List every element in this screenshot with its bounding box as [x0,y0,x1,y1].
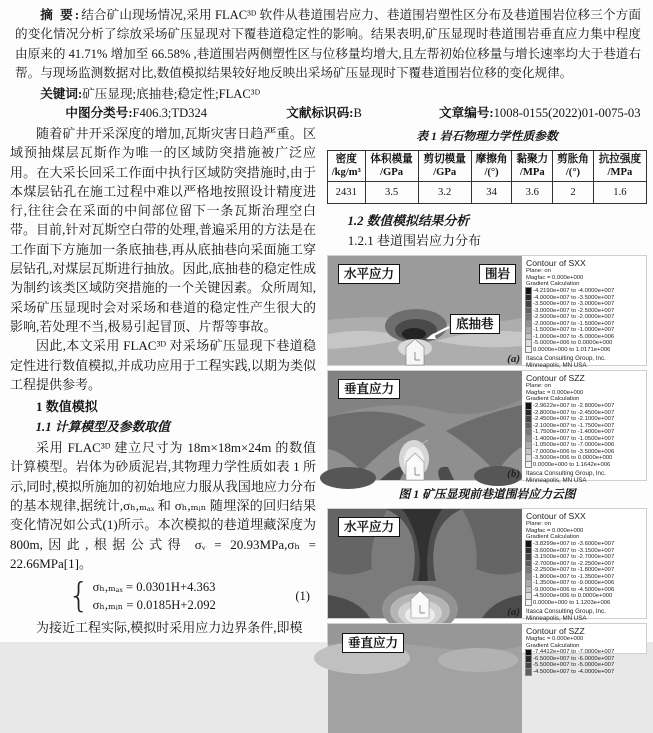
legend-band: -3.5000e+006 to 0.0000e+000 [526,455,646,462]
legend-band: -1.3500e+007 to -9.0000e+006 [526,580,646,587]
paper-front-matter [15,6,641,123]
table1-header-dilation-angle: 剪胀角 /(°) [553,151,594,182]
legend-swatch [526,423,531,428]
table1-rock-properties [327,150,647,204]
abstract-text: 结合矿山现场情况,采用 FLAC³ᴰ 软件从巷道围岩应力、巷道围岩塑性区分布及巷道围岩位移三个方面的变化情况分析了综放采场矿压显现对下覆巷道稳定性的影响。结果表明,矿压显现时巷道围岩垂直应力集中程度由原来的 41.71% 增加至 66.58% ,巷道围岩两侧塑性区与位移量均增大,且左帮初始位移量与增长速率均大于巷道右帮。与现场监测数据对比,数值模拟结果较好地反映出采场矿压显现时下覆巷道围岩位移的变化规律。 [15,8,641,81]
table1-header-friction-angle: 摩擦角 /(°) [471,151,512,182]
section-heading-1-2-1: 1.2.1 巷道围岩应力分布 [347,233,482,248]
body-columns [10,124,647,675]
fig2-panel-b [327,623,647,675]
paragraph-boundary: 为接近工程实际,模拟时采用应力边界条件,即模 [36,620,303,636]
legend-band: -6.5000e+007 to -6.0000e+007 [526,656,646,663]
equation-line-1: σₕ,ₘₐₓ = 0.0301H+4.363 [92,580,216,595]
right-column [327,124,647,675]
legend-band: -3.6000e+007 to -3.1500e+007 [526,547,646,554]
fig2b-label-vertical-stress: 垂直应力 [342,633,404,653]
legend-band: -9.0000e+006 to -4.5000e+006 [526,586,646,593]
fig2b-legend-sub: Magfac = 0.000e+000 Gradient Calculation [526,636,584,649]
legend-swatch [526,561,531,566]
fig1a-legend-sub: Plane: on Magfac = 0.000e+000 Gradient Calculation [526,268,584,288]
fig1a-legend-title: Contour of SXX [526,258,586,268]
fig2a-label-horizontal-stress: 水平应力 [338,517,400,537]
table1-cell-cohesion: 3.6 [512,182,553,204]
table1-header-row [328,151,647,182]
fig2b-contour-image [328,624,522,733]
fig1-panel-a [327,255,647,370]
legend-swatch [526,436,531,441]
legend-band: -2.0000e+007 to -1.5000e+007 [526,320,646,327]
fig2a-legend [522,509,646,623]
legend-swatch [526,593,531,598]
legend-swatch [526,541,531,546]
fig1a-contour-image [328,256,522,365]
fig1b-legend-footer: Itasca Consulting Group, Inc. Minneapolis, MN USA [526,470,606,485]
legend-band: -1.5000e+007 to -1.0000e+007 [526,327,646,334]
fig2a-legend-title: Contour of SXX [526,511,586,521]
legend-band: 0.0000e+000 to 1.1642e+006 [526,461,646,468]
legend-band: -4.5000e+007 to -4.0000e+007 [526,669,646,676]
paragraph-intro: 随着矿井开采深度的增加,瓦斯灾害日趋严重。区域预抽煤层瓦斯作为唯一的区域防突措施被广泛应用。在大采长回采工作面中执行区域防突措施时,由于本煤层钻孔在施工过程中难以严格地按照设计精度进行,往往会在采面的中间部位留下一条瓦斯治理空白带。目前,针对瓦斯空白带的处理,普遍采用的方法是在工作面下方施加一条底抽巷,再从底抽巷向采面施工穿层钻孔,对煤层瓦斯进行抽放。因此,底抽巷的稳定性成为制约该类区域防突措施的一个关键因素。众所周知,采场矿压显现时会对采场和巷道的稳定性产生很大的影响,若处理不当,极易引起冒顶、片帮等事故。 [10,126,316,334]
legend-band: -2.8000e+007 to -2.4500e+007 [526,409,646,416]
legend-band: -3.1500e+007 to -2.7000e+007 [526,554,646,561]
legend-swatch [526,650,531,655]
fig1a-panel-letter: (a) [507,353,520,365]
meta-line [15,104,641,123]
fig2-panel-a [327,508,647,623]
equation-line-2: σₕ,ₘᵢₙ = 0.0185H+2.092 [92,598,216,613]
legend-swatch [526,321,531,326]
legend-band: -1.0000e+007 to -5.0000e+006 [526,333,646,340]
legend-band: -1.4000e+007 to -1.0500e+007 [526,435,646,442]
fig2b-legend [522,624,646,675]
legend-swatch [526,554,531,559]
table1-cell-bulk-modulus: 3.5 [365,182,418,204]
fig1b-panel-letter: (b) [507,468,520,480]
table1-header-bulk-modulus: 体积模量 /GPa [365,151,418,182]
legend-swatch [526,656,531,661]
legend-swatch [526,567,531,572]
paragraph-model: 采用 FLAC³ᴰ 建立尺寸为 18m×18m×24m 的数值计算模型。岩体为砂质泥岩,其物理力学性质如表 1 所示,同时,模拟所施加的初始地应力服从我国地应力分布的基本规律,据统计,σₕ,ₘₐₓ 和 σₕ,ₘᵢₙ 随埋深的回归结果变化情况如公式(1)所示。本次模拟的巷道埋藏深度为800m,因此,根据公式得 σᵥ = 20.93MPa,σₕ = 22.66MPa[1]。 [10,440,316,571]
keywords-label: 关键词: [40,86,83,101]
legend-swatch [526,462,531,467]
table1-header-density: 密度 /kg/m³ [328,151,366,182]
legend-band: -3.0000e+007 to -2.5000e+007 [526,307,646,314]
table1-cell-friction-angle: 34 [471,182,512,204]
legend-swatch [526,308,531,313]
left-column [10,124,316,654]
fig1a-label-surrounding-rock: 围岩 [479,264,516,284]
legend-swatch [526,416,531,421]
section-heading-1-1: 1.1 计算模型及参数取值 [35,420,170,435]
equation-brace: { [68,576,90,617]
fig1b-legend [522,371,646,485]
legend-band: 0.0000e+000 to 1.1203e+006 [526,599,646,606]
legend-band: -2.4500e+007 to -2.1000e+007 [526,416,646,423]
abstract-paragraph [15,6,641,84]
legend-band: 0.0000e+000 to 1.0171e+006 [526,346,646,353]
table1-cell-shear-modulus: 3.2 [418,182,471,204]
table1-header-cohesion: 黏聚力 /MPa [512,151,553,182]
legend-band: -7.4412e+007 to -7.0000e+007 [526,649,646,656]
legend-swatch [526,449,531,454]
fig1a-legend [522,256,646,370]
legend-swatch [526,403,531,408]
table1-cell-dilation-angle: 2 [553,182,594,204]
paragraph-purpose: 因此,本文采用 FLAC³ᴰ 对采场矿压显现下巷道稳定性进行数值模拟,并成功应用于工程实践,以期为类似工程提供参考。 [10,338,316,392]
fig1b-legend-title: Contour of SZZ [526,373,585,383]
legend-band: -3.8299e+007 to -3.6000e+007 [526,541,646,548]
equation-lines [93,578,216,614]
legend-swatch [526,574,531,579]
legend-swatch [526,334,531,339]
article-id: 文章编号:1008-0155(2022)01-0075-03 [439,105,641,120]
legend-band: -5.0000e+006 to 0.0000e+000 [526,340,646,347]
legend-swatch [526,340,531,345]
legend-band: -4.2190e+007 to -4.0000e+007 [526,288,646,295]
legend-band: -2.9622e+007 to -2.8000e+007 [526,403,646,410]
fig1a-label-horizontal-stress: 水平应力 [338,264,400,284]
fig1a-label-bottom-drainage-roadway: 底抽巷 [450,314,500,334]
legend-swatch [526,410,531,415]
equation-1 [10,576,316,616]
legend-band: -2.5000e+007 to -2.0000e+007 [526,314,646,321]
legend-swatch [526,442,531,447]
legend-swatch [526,600,531,605]
legend-band: -2.2500e+007 to -1.8000e+007 [526,567,646,574]
fig2b-legend-title: Contour of SZZ [526,626,585,636]
legend-band: -4.0000e+007 to -3.5000e+007 [526,294,646,301]
legend-swatch [526,669,531,674]
legend-swatch [526,347,531,352]
keywords-text: 矿压显现;底抽巷;稳定性;FLAC³ᴰ [82,86,260,101]
fig2a-panel-letter: (a) [507,606,520,618]
table1-data-row [328,182,647,204]
legend-swatch [526,548,531,553]
table1-header-tensile-strength: 抗拉强度 /MPa [593,151,646,182]
legend-band: -7.0000e+006 to -3.5000e+006 [526,448,646,455]
fig1a-legend-footer: Itasca Consulting Group, Inc. Minneapolis, MN USA [526,355,606,370]
legend-swatch [526,314,531,319]
legend-band: -5.5000e+007 to -5.0000e+007 [526,662,646,669]
legend-band: -3.5000e+007 to -3.0000e+007 [526,301,646,308]
legend-swatch [526,580,531,585]
legend-band: -4.5000e+006 to 0.0000e+000 [526,593,646,600]
clc-number: 中图分类号:F406.3;TD324 [65,105,208,120]
legend-band: -1.0500e+007 to -7.0000e+006 [526,442,646,449]
table1-title: 表 1 岩石物理力学性质参数 [416,129,558,143]
fig1b-contour-image [328,371,522,480]
section-heading-1: 1 数值模拟 [36,399,98,415]
keywords-line [15,85,641,104]
fig1b-label-vertical-stress: 垂直应力 [338,379,400,399]
legend-swatch [526,663,531,668]
legend-swatch [526,327,531,332]
equation-number: (1) [295,588,310,603]
legend-swatch [526,587,531,592]
table1-cell-density: 2431 [328,182,366,204]
document-code: 文献标识码:B [286,105,362,120]
legend-band: -2.7000e+007 to -2.2500e+007 [526,560,646,567]
legend-swatch [526,295,531,300]
fig1b-legend-sub: Plane: on Magfac = 0.000e+000 Gradient Calculation [526,383,584,403]
legend-swatch [526,429,531,434]
section-heading-1-2: 1.2 数值模拟结果分析 [347,214,470,228]
legend-band: -2.1000e+007 to -1.7500e+007 [526,422,646,429]
abstract-label: 摘 要: [40,8,82,22]
table1-header-shear-modulus: 剪切模量 /GPa [418,151,471,182]
table1-cell-tensile-strength: 1.6 [593,182,646,204]
legend-band: -1.8000e+007 to -1.3500e+007 [526,573,646,580]
legend-swatch [526,455,531,460]
fig2a-legend-footer: Itasca Consulting Group, Inc. Minneapolis, MN USA [526,608,606,623]
fig2a-legend-sub: Plane: on Magfac = 0.000e+000 Gradient Calculation [526,521,584,541]
fig2a-contour-image [328,509,522,618]
legend-band: -1.7500e+007 to -1.4000e+007 [526,429,646,436]
legend-swatch [526,288,531,293]
fig1-panel-b [327,370,647,485]
fig1-caption: 图 1 矿压显现前巷道围岩应力云图 [398,487,576,501]
legend-swatch [526,301,531,306]
